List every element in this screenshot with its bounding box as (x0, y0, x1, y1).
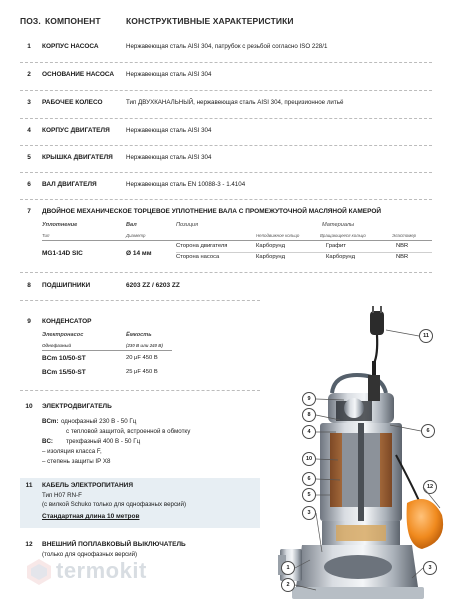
seal-model: MG1-14D SIC (42, 250, 83, 257)
callout-marker: 6 (302, 472, 316, 486)
motor-num: 10 (25, 403, 33, 410)
capacitor-label: КОНДЕНСАТОР (42, 318, 92, 325)
motor-bc-text: трехфазный 400 В - 50 Гц (66, 438, 141, 445)
seal-line-1-position: Сторона двигателя (176, 243, 228, 249)
motor-bullet-2: – степень защиты IP X8 (42, 458, 111, 465)
row-5-value: Нержавеющая сталь AISI 304 (126, 154, 212, 161)
cable-line-2: (с вилкой Schuko только для однофазных версий) (42, 501, 187, 508)
seal-sub-diameter: Диаметр (126, 233, 146, 238)
callout-marker: 1 (281, 561, 295, 575)
row-3-num: 3 (27, 99, 31, 106)
callout-marker: 11 (419, 329, 433, 343)
row-3-value: Тип ДВУХКАНАЛЬНЫЙ, нержавеющая сталь AISI 304, прецизионное литьё (126, 99, 344, 106)
cable-line-3: Стандартная длина 10 метров (42, 513, 140, 520)
float-label: ВНЕШНИЙ ПОПЛАВКОВЫЙ ВЫКЛЮЧАТЕЛЬ (42, 541, 186, 548)
motor-bcm-text: однофазный 230 В - 50 Гц (61, 418, 137, 425)
bearings-value: 6203 ZZ / 6203 ZZ (126, 282, 180, 289)
capacitor-col-capacity: Ёмкость (126, 332, 152, 338)
row-5-label: КРЫШКА ДВИГАТЕЛЯ (42, 154, 113, 161)
seal-sub-fixed: Неподвижное кольцо (256, 233, 300, 238)
capacitor-item-1-model: BCm 10/50-ST (42, 355, 86, 362)
header-characteristics: КОНСТРУКТИВНЫЕ ХАРАКТЕРИСТИКИ (126, 16, 294, 26)
seal-line-1-fixed: Карборунд (256, 243, 286, 249)
watermark-text: termokit (56, 558, 147, 583)
row-1-label: КОРПУС НАСОСА (42, 43, 99, 50)
capacitor-sub-capacity: (230 В или 240 В) (126, 343, 163, 348)
seal-line-2-rotating: Карборунд (326, 254, 356, 260)
row-2-num: 2 (27, 71, 31, 78)
seal-col-materials: Материалы (322, 222, 355, 228)
motor-bcm-prefix: BCm: (42, 418, 59, 425)
callout-marker: 10 (302, 452, 316, 466)
row-1-num: 1 (27, 43, 31, 50)
callout-marker: 8 (302, 408, 316, 422)
seal-sub-elastomer: Эластомер (392, 233, 417, 238)
motor-bullet-1: – изоляция класса F, (42, 448, 102, 455)
row-6-label: ВАЛ ДВИГАТЕЛЯ (42, 181, 97, 188)
float-line-1: (только для однофазных версий) (42, 551, 138, 558)
header-pos: ПОЗ. (20, 16, 41, 26)
seal-num: 7 (27, 208, 31, 215)
seal-line-1-elastomer: NBR (396, 243, 409, 249)
row-2-value: Нержавеющая сталь AISI 304 (126, 71, 212, 78)
motor-bcm-text2: с тепловой защитой, встроенной в обмотку (66, 428, 191, 435)
cable-line-1: Тип H07 RN-F (42, 492, 82, 499)
seal-col-position: Позиция (176, 222, 199, 228)
callout-marker: 4 (302, 425, 316, 439)
seal-label: ДВОЙНОЕ МЕХАНИЧЕСКОЕ ТОРЦЕВОЕ УПЛОТНЕНИЕ ВАЛА С ПРОМЕЖУТОЧНОЙ МАСЛЯНОЙ КАМЕРОЙ (42, 208, 382, 215)
float-num: 12 (25, 541, 33, 548)
capacitor-col-pump: Электронасос (42, 332, 84, 338)
row-4-value: Нержавеющая сталь AISI 304 (126, 127, 212, 134)
motor-bc-prefix: BC: (42, 438, 53, 445)
row-6-num: 6 (27, 181, 31, 188)
row-4-label: КОРПУС ДВИГАТЕЛЯ (42, 127, 110, 134)
seal-sub-rotating: Вращающееся кольцо (320, 233, 366, 238)
bearings-label: ПОДШИПНИКИ (42, 282, 91, 289)
capacitor-sub-pump: Однофазный (42, 343, 72, 348)
capacitor-item-1-capacity: 20 μF 450 В (126, 355, 158, 361)
row-2-label: ОСНОВАНИЕ НАСОСА (42, 71, 115, 78)
capacitor-num: 9 (27, 318, 31, 325)
callout-marker: 3 (423, 561, 437, 575)
cable-num: 11 (25, 482, 33, 489)
row-3-label: РАБОЧЕЕ КОЛЕСО (42, 99, 103, 106)
capacitor-item-2-capacity: 25 μF 450 В (126, 369, 158, 375)
callout-marker: 2 (281, 578, 295, 592)
header-component: КОМПОНЕНТ (45, 16, 101, 26)
row-6-value: Нержавеющая сталь EN 10088-3 - 1.4104 (126, 181, 246, 188)
capacitor-item-2-model: BCm 15/50-ST (42, 369, 86, 376)
cable-label: КАБЕЛЬ ЭЛЕКТРОПИТАНИЯ (42, 482, 134, 489)
seal-sub-type: Тип (42, 233, 50, 238)
callout-marker: 12 (423, 480, 437, 494)
motor-label: ЭЛЕКТРОДВИГАТЕЛЬ (42, 403, 112, 410)
seal-line-1-rotating: Графит (326, 243, 346, 249)
row-1-value: Нержавеющая сталь AISI 304, патрубок с резьбой согласно ISO 228/1 (126, 43, 328, 50)
seal-line-2-position: Сторона насоса (176, 254, 220, 260)
row-5-num: 5 (27, 154, 31, 161)
callout-marker: 5 (302, 488, 316, 502)
callout-marker: 9 (302, 392, 316, 406)
seal-col-seal: Уплотнение (42, 222, 78, 228)
seal-diameter: Ø 14 мм (126, 250, 152, 257)
seal-line-2-fixed: Карборунд (256, 254, 286, 260)
seal-line-2-elastomer: NBR (396, 254, 409, 260)
seal-col-shaft: Вал (126, 222, 137, 228)
callout-marker: 3 (302, 506, 316, 520)
callout-marker: 6 (421, 424, 435, 438)
bearings-num: 8 (27, 282, 31, 289)
row-4-num: 4 (27, 127, 31, 134)
